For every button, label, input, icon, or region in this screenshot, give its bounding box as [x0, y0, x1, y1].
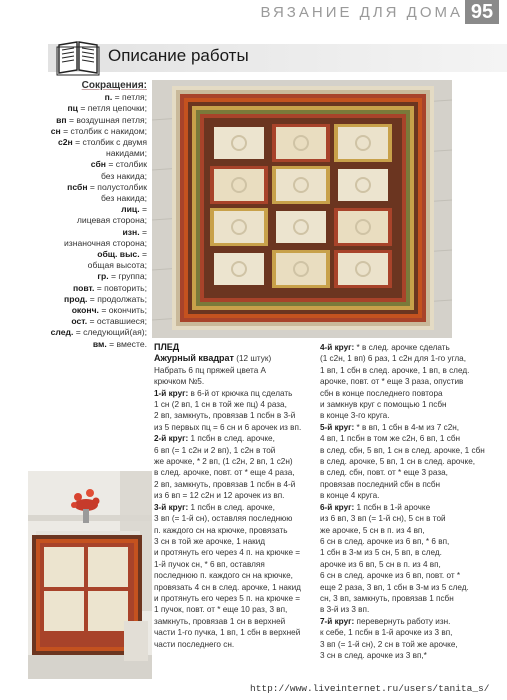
- abbreviation-meaning: = полустолбик: [87, 181, 147, 192]
- blanket-square: [276, 253, 326, 285]
- abbreviation-term: след.: [50, 327, 74, 338]
- pattern-line: [154, 639, 314, 650]
- pattern-text: 4 вп, 1 псбн в том же с2н, 6 вп, 1 сбн: [320, 434, 461, 444]
- abbreviation-term: п.: [104, 92, 113, 103]
- pattern-subtitle-bold: Ажурный квадрат: [154, 353, 234, 364]
- pattern-text: 1 псбн в след. арочке,: [188, 502, 275, 512]
- pattern-line: [320, 353, 502, 364]
- abbreviation-line: [4, 316, 147, 327]
- pattern-line: [320, 536, 502, 547]
- abbreviation-line: [4, 305, 147, 316]
- abbreviation-line: [4, 171, 147, 182]
- pattern-text: и замкнув круг с помощью 1 псбн: [320, 400, 447, 410]
- abbreviation-line: [4, 238, 147, 249]
- abbreviation-meaning: = следующий(ая);: [73, 327, 147, 338]
- pattern-text: к себе, 1 псбн в 1-й арочке из 3 вп,: [320, 628, 453, 638]
- pattern-line: [154, 490, 314, 501]
- pattern-text: (1 с2н, 1 вп) 6 раз, 1 с2н для 1-го угла,: [320, 354, 466, 364]
- pattern-text: сбн в конце последнего повтора: [320, 388, 443, 398]
- abbreviation-line: [4, 215, 147, 226]
- abbreviation-term: повт.: [72, 282, 95, 293]
- pattern-line: [320, 582, 502, 593]
- pattern-text: в 6-й от крючка пц сделать: [188, 388, 293, 398]
- footer-url: http://www.liveinternet.ru/users/tanita_s/: [250, 683, 490, 694]
- abbreviation-term: вп: [56, 114, 67, 125]
- blanket-square: [214, 253, 264, 285]
- pattern-text: 6 сн в след. арочке из 6 вп, * 6 вп,: [320, 536, 450, 546]
- pattern-line: [154, 456, 314, 467]
- pattern-text: еще 2 раза, 3 вп, 1 сбн в 3-м из 5 след.: [320, 582, 469, 592]
- pattern-line: [320, 559, 502, 570]
- pattern-text: в конце 3-го круга.: [320, 411, 390, 421]
- abbreviation-meaning: = вместе.: [106, 338, 147, 349]
- pattern-text: 1 сбн в 3-м из 5 сн, 5 вп, в след.: [320, 548, 442, 558]
- pattern-intro-1: Набрать 6 пц пряжей цвета А: [154, 365, 266, 375]
- round-label: 4-й круг:: [320, 343, 355, 352]
- pattern-text: 1-й пучок сн, * 6 вп, оставляя: [154, 559, 265, 569]
- pattern-text: перевернуть работу изн.: [354, 616, 451, 626]
- pattern-text: 2 вп, замкнуть, провязав 1 псбн в 4-й: [154, 479, 296, 489]
- pattern-text: * в вп, 1 сбн в 4-м из 7 с2н,: [354, 422, 460, 432]
- pattern-line: [320, 650, 502, 661]
- abbreviation-meaning: = воздушная петля;: [66, 114, 147, 125]
- pattern-text: же арочке, 5 сн в п. из 4 вп,: [320, 525, 425, 535]
- pattern-text: в 3-й из 3 вп.: [320, 605, 370, 615]
- pattern-subtitle-rest: (12 штук): [233, 354, 272, 364]
- blanket-square: [338, 127, 388, 159]
- pattern-line: [320, 479, 502, 490]
- abbreviation-meaning: изнаночная сторона;: [63, 237, 147, 248]
- abbreviation-meaning: =: [139, 204, 147, 215]
- abbreviation-line: [4, 137, 147, 148]
- abbreviation-line: [4, 294, 147, 305]
- pattern-line: [320, 365, 502, 376]
- pattern-line: [320, 502, 502, 513]
- pattern-text: в след. сбн, 5 вп, 1 сн в след. арочке, 1 сбн: [320, 445, 485, 455]
- pattern-text: 1 псбн в след. арочке,: [188, 434, 275, 444]
- pattern-column-2: [320, 342, 502, 661]
- pattern-line: [320, 410, 502, 421]
- blanket-photo: [152, 80, 452, 338]
- pattern-text: замкнуть, провязав 1 сн в верхней: [154, 616, 286, 626]
- pattern-line: [154, 604, 314, 615]
- pattern-line: [154, 445, 314, 456]
- blanket-square: [338, 211, 388, 243]
- pattern-text: в след. арочке, повт. от * еще 4 раза,: [154, 468, 295, 478]
- round-label: 2-й круг:: [154, 434, 189, 444]
- pattern-line: [154, 582, 314, 593]
- abbreviation-meaning: = оставшиеся;: [87, 316, 147, 327]
- round-label: 6-й круг:: [320, 502, 355, 512]
- abbreviation-term: изн.: [122, 226, 140, 237]
- abbreviation-line: [4, 159, 147, 170]
- abbreviation-meaning: = группа;: [108, 271, 147, 282]
- pattern-text: части последнего сн.: [154, 639, 235, 649]
- abbreviation-meaning: лицевая сторона;: [76, 215, 147, 226]
- abbreviation-term: псбн: [67, 181, 88, 192]
- abbreviation-line: [4, 115, 147, 126]
- pattern-text: в след. сбн, повт. от * еще 3 раза,: [320, 468, 448, 478]
- abbreviation-term: гр.: [97, 271, 109, 282]
- abbreviation-meaning: = столбик: [105, 159, 147, 170]
- abbreviation-line: [4, 204, 147, 215]
- abbreviation-meaning: = петля;: [112, 92, 147, 103]
- pattern-text: 2 вп, замкнуть, провязав 1 псбн в 3-й: [154, 411, 296, 421]
- pattern-title: ПЛЕД: [154, 342, 180, 352]
- abbreviation-term: оконч.: [71, 305, 99, 316]
- pattern-line: [320, 342, 502, 353]
- abbreviation-meaning: = столбик с двумя: [72, 137, 147, 148]
- abbreviation-line: [4, 103, 147, 114]
- pattern-line: [154, 433, 314, 444]
- pattern-line: [154, 410, 314, 421]
- pattern-line: [154, 593, 314, 604]
- pattern-intro-2: крючком №5.: [154, 377, 205, 387]
- pattern-line: [154, 502, 314, 513]
- pattern-line: [320, 376, 502, 387]
- pattern-line: [320, 547, 502, 558]
- pattern-column-1: [154, 342, 314, 650]
- page-number: 95: [465, 0, 499, 24]
- pattern-line: [320, 627, 502, 638]
- pattern-line: [320, 467, 502, 478]
- abbreviation-meaning: без накида;: [100, 170, 147, 181]
- pattern-line: [320, 593, 502, 604]
- blanket-square: [276, 127, 326, 159]
- pattern-line: [320, 616, 502, 627]
- pattern-line: [320, 490, 502, 501]
- pattern-text: п. каждого сн на крючке, провязать: [154, 525, 288, 535]
- pattern-line: [154, 479, 314, 490]
- open-book-icon: [56, 38, 100, 76]
- pattern-line: [154, 467, 314, 478]
- pattern-text: 1 вп, 1 сбн в след. арочке, 1 вп, в след.: [320, 365, 470, 375]
- abbreviation-meaning: = столбик с накидом;: [60, 125, 147, 136]
- pattern-line: [154, 559, 314, 570]
- pattern-line: [320, 639, 502, 650]
- abbreviation-term: общ. выс.: [97, 249, 140, 260]
- pattern-text: 3 вп (= 1-й сн), оставляя последнюю: [154, 514, 293, 524]
- pattern-line: [154, 422, 314, 433]
- pattern-line: [154, 616, 314, 627]
- pattern-line: [154, 547, 314, 558]
- pattern-text: в конце 4 круга.: [320, 491, 380, 501]
- pattern-text: арочке, повт. от * еще 3 раза, опустив: [320, 377, 464, 387]
- pattern-text: арочке из 6 вп, 5 сн в п. из 4 вп,: [320, 559, 441, 569]
- pattern-line: [154, 627, 314, 638]
- pattern-text: провязав последний сбн в псбн: [320, 479, 441, 489]
- abbreviation-line: [4, 182, 147, 193]
- abbreviation-meaning: =: [139, 226, 147, 237]
- pattern-text: 1 псбн в 1-й арочке: [354, 502, 431, 512]
- pattern-line: [154, 399, 314, 410]
- pattern-text: последнюю п. каждого сн на крючке,: [154, 571, 293, 581]
- room-photo: [28, 471, 152, 679]
- abbreviations-list: [4, 80, 147, 350]
- pattern-line: [320, 513, 502, 524]
- pattern-line: [154, 525, 314, 536]
- abbreviation-line: [4, 271, 147, 282]
- pattern-text: * в след. арочке сделать: [354, 343, 450, 352]
- abbreviation-meaning: = петля цепочки;: [77, 103, 147, 114]
- round-label: 3-й круг:: [154, 502, 189, 512]
- abbreviation-term: лиц.: [121, 204, 140, 215]
- pattern-line: [320, 570, 502, 581]
- pattern-text: и протянуть его через 4 п. на крючке =: [154, 548, 301, 558]
- round-label: 7-й круг:: [320, 616, 355, 626]
- pattern-text: сн, 3 вп, замкнуть, провязав 1 псбн: [320, 593, 454, 603]
- abbreviation-line: [4, 339, 147, 350]
- abbreviation-term: сбн: [90, 159, 106, 170]
- round-label: 1-й круг:: [154, 388, 189, 398]
- magazine-title: ВЯЗАНИЕ ДЛЯ ДОМА: [260, 4, 463, 21]
- abbreviation-line: [4, 92, 147, 103]
- abbreviation-line: [4, 260, 147, 271]
- pattern-line: [320, 525, 502, 536]
- abbreviation-meaning: = продолжать;: [87, 293, 147, 304]
- pattern-text: из 6 вп = 12 с2н и 12 арочек из вп.: [154, 491, 285, 501]
- abbreviation-line: [4, 193, 147, 204]
- abbreviation-meaning: без накида;: [100, 193, 147, 204]
- pattern-line: [320, 433, 502, 444]
- pattern-line: [320, 399, 502, 410]
- abbreviation-term: с2н: [58, 137, 73, 148]
- blanket-square: [338, 253, 388, 285]
- pattern-text: части 1-го пучка, 1 вп, 1 сбн в верхней: [154, 628, 301, 638]
- pattern-line: [320, 422, 502, 433]
- pattern-line: [320, 604, 502, 615]
- blanket-square: [276, 169, 326, 201]
- abbreviation-line: [4, 148, 147, 159]
- pattern-text: же арочке, * 2 вп, (1 с2н, 2 вп, 1 с2н): [154, 457, 293, 467]
- abbreviation-line: [4, 283, 147, 294]
- pattern-line: [320, 445, 502, 456]
- abbreviation-term: пц: [67, 103, 78, 114]
- pattern-text: 3 вп (= 1-й сн), 2 сн в той же арочке,: [320, 639, 458, 649]
- blanket-square: [214, 127, 264, 159]
- blanket-square: [276, 211, 326, 243]
- blanket-square: [338, 169, 388, 201]
- pattern-text: 3 сн в той же арочке, 1 накид: [154, 536, 266, 546]
- abbreviation-meaning: накидами;: [106, 148, 147, 159]
- abbreviation-term: сн: [50, 125, 61, 136]
- abbreviation-line: [4, 249, 147, 260]
- pattern-text: 1 пучок, повт. от * еще 10 раз, 3 вп,: [154, 605, 288, 615]
- abbreviation-meaning: =: [139, 249, 147, 260]
- abbreviation-meaning: = повторить;: [94, 282, 147, 293]
- abbreviation-term: вм.: [92, 338, 107, 349]
- pattern-text: 6 сн в след. арочке из 6 вп, повт. от *: [320, 571, 461, 581]
- pattern-line: [154, 513, 314, 524]
- pattern-text: и протянуть его через 5 п. на крючке =: [154, 593, 301, 603]
- abbreviation-line: [4, 126, 147, 137]
- section-title: Описание работы: [108, 46, 249, 65]
- abbreviation-line: [4, 227, 147, 238]
- pattern-text: 6 вп (= 1 с2н и 2 вп), 1 с2н в той: [154, 445, 276, 455]
- pattern-text: из 6 вп, 3 вп (= 1-й сн), 5 сн в той: [320, 514, 446, 524]
- blanket-square: [214, 211, 264, 243]
- round-label: 5-й круг:: [320, 422, 355, 432]
- pattern-text: 3 сн в след. арочке из 3 вп,*: [320, 650, 427, 660]
- abbreviations-heading: Сокращения:: [81, 80, 147, 91]
- pattern-line: [320, 388, 502, 399]
- header-band: [0, 0, 507, 28]
- pattern-text: из 5 первых пц = 6 сн и 6 арочек из вп.: [154, 422, 302, 432]
- abbreviation-meaning: общая высота;: [87, 260, 147, 271]
- pattern-line: [320, 456, 502, 467]
- pattern-text: 1 сн (2 вп, 1 сн в той же пц) 4 раза,: [154, 400, 287, 410]
- pattern-text: в след. арочке, 5 вп, 1 сн в след. арочке,: [320, 457, 476, 467]
- pattern-subtitle: [154, 353, 314, 364]
- abbreviation-term: прод.: [64, 293, 88, 304]
- abbreviation-line: [4, 327, 147, 338]
- pattern-line: [154, 536, 314, 547]
- abbreviation-meaning: = окончить;: [98, 305, 147, 316]
- blanket-square: [214, 169, 264, 201]
- pattern-line: [154, 388, 314, 399]
- pattern-text: провязать 4 сн в след. арочке, 1 накид: [154, 582, 301, 592]
- abbreviation-term: ост.: [71, 316, 88, 327]
- pattern-line: [154, 570, 314, 581]
